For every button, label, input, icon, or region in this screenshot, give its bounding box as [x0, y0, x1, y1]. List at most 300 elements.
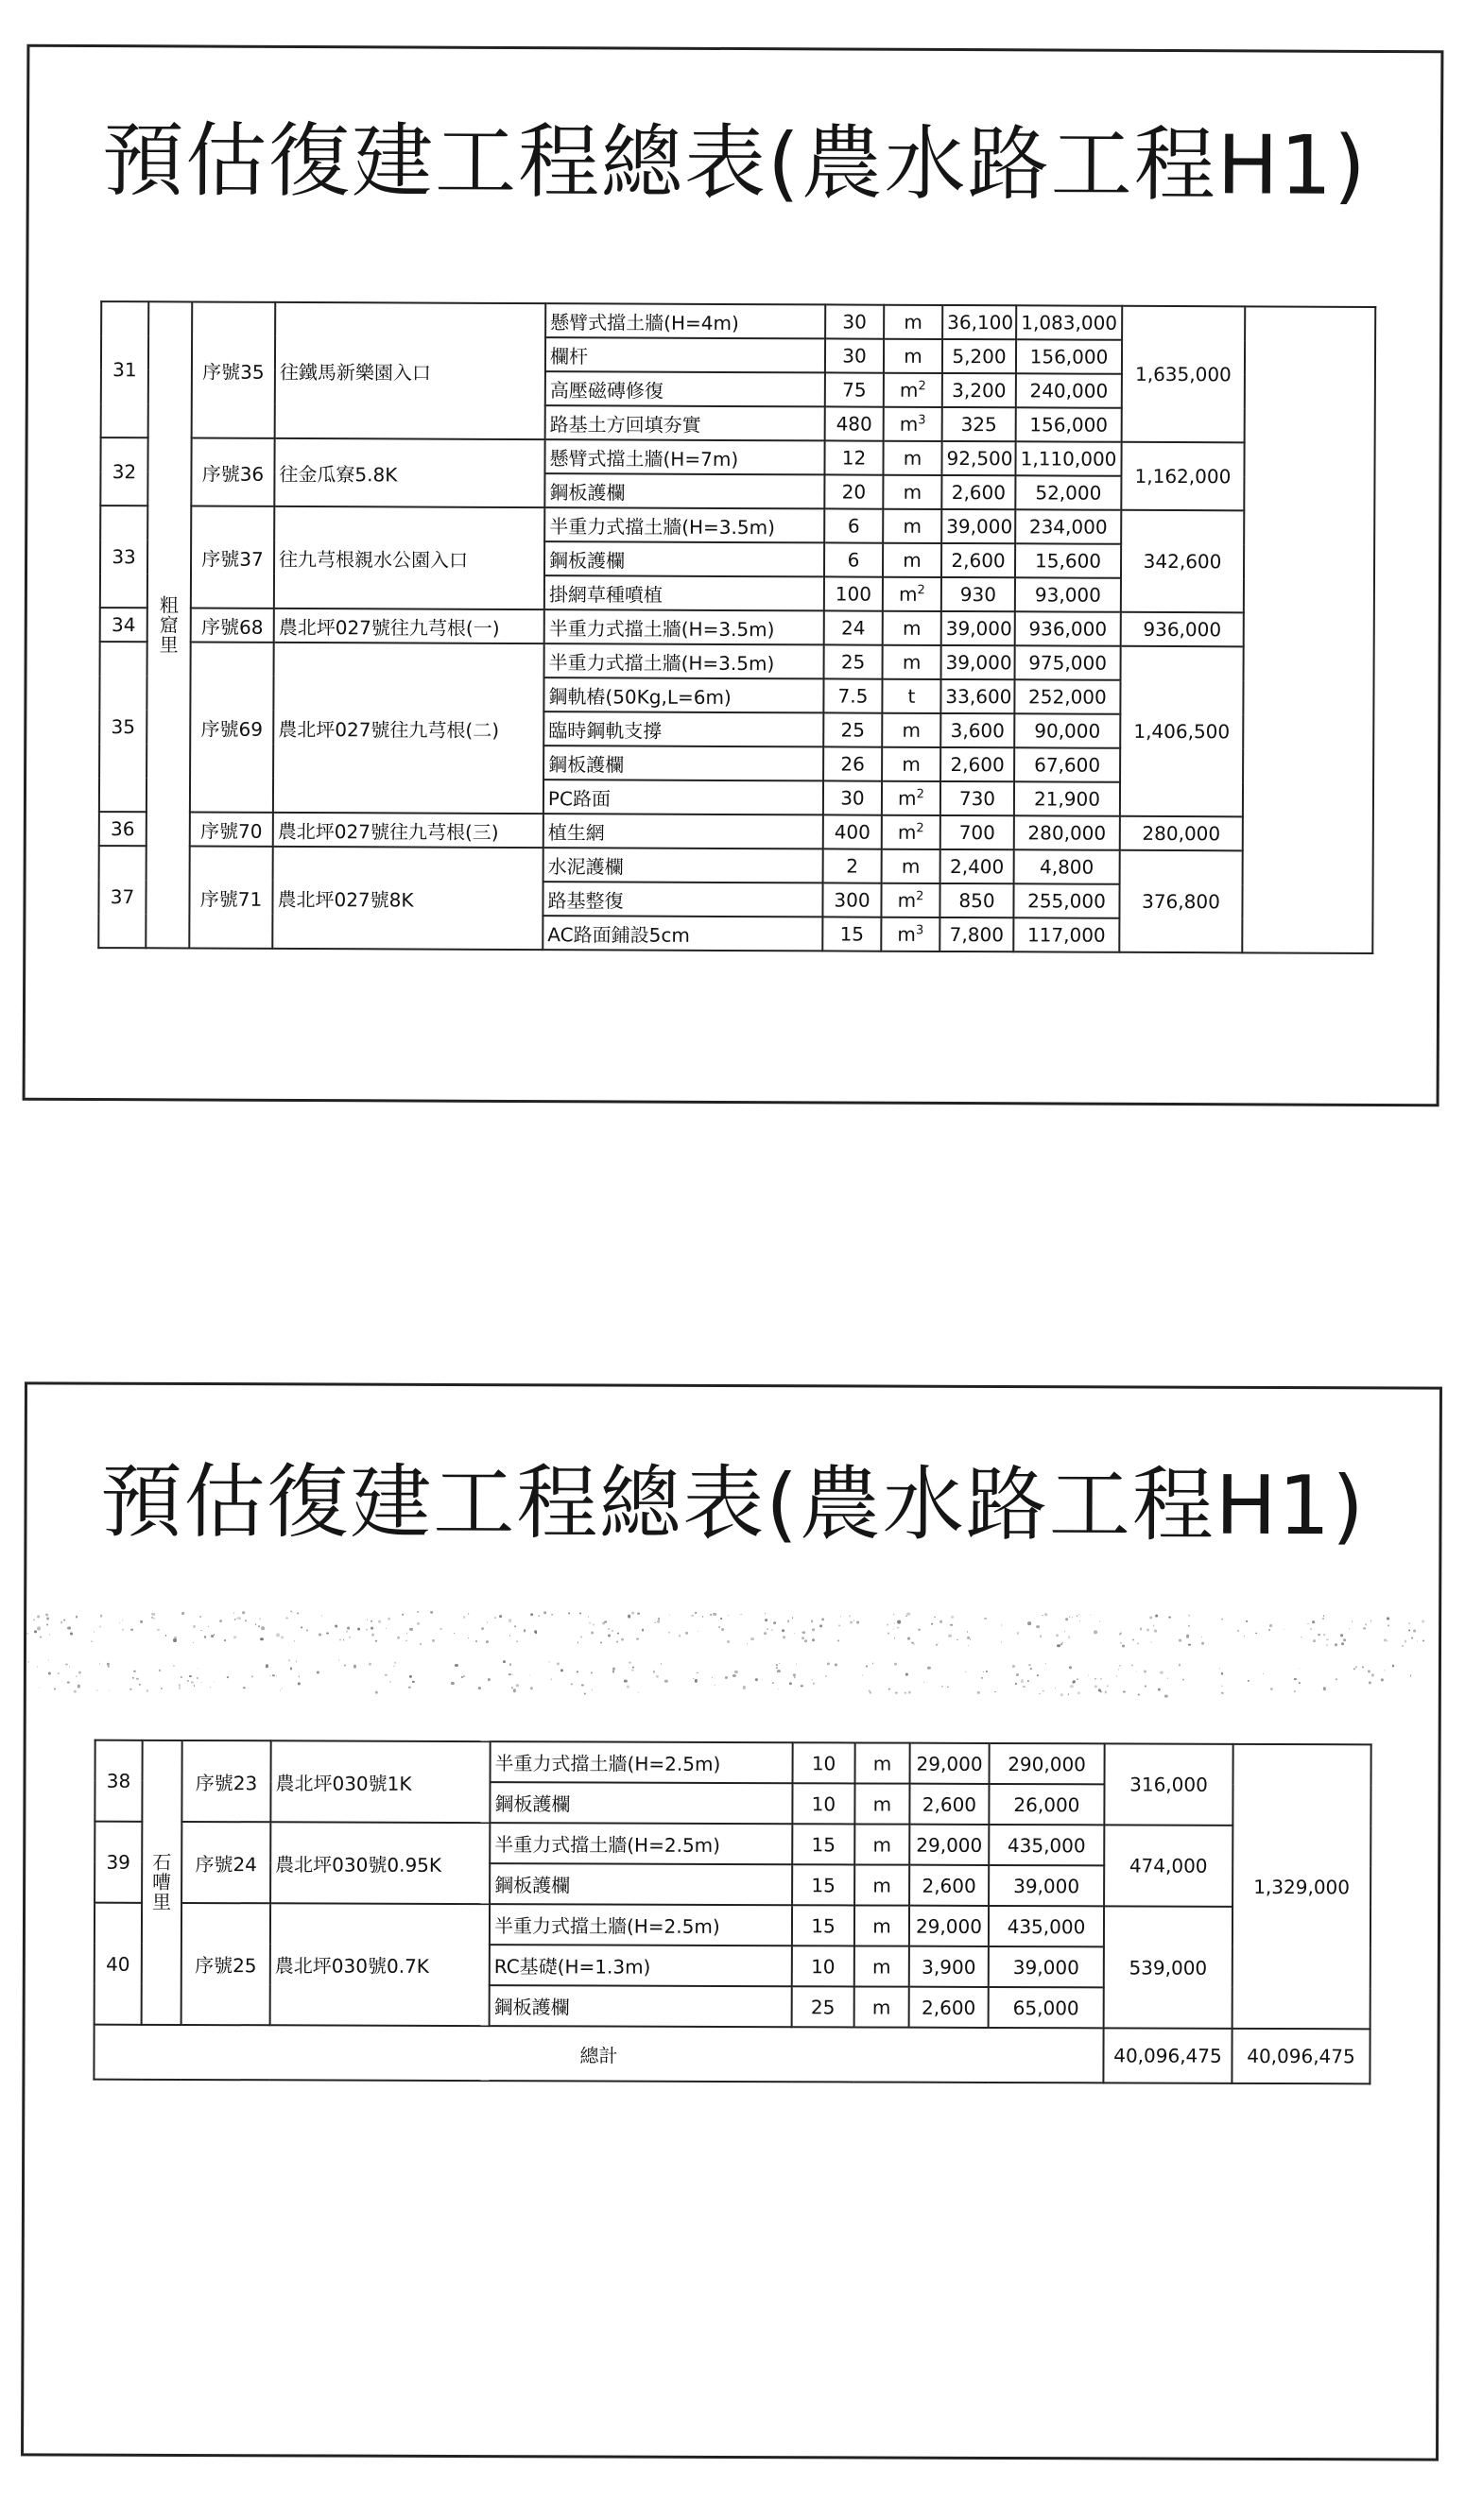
unit-price: 700: [940, 815, 1014, 849]
scan-speck: [46, 1617, 49, 1620]
scan-speck: [455, 1664, 457, 1667]
unit-exponent: 2: [916, 889, 924, 904]
scan-speck: [1106, 1685, 1109, 1688]
item-amount: 65,000: [989, 1987, 1104, 2028]
location-name: 農北坪030號1K: [270, 1740, 490, 1823]
scan-speck: [888, 1689, 890, 1690]
scan-speck: [957, 1639, 958, 1640]
scan-speck: [27, 1661, 28, 1662]
scan-speck: [905, 1673, 908, 1676]
item-amount: 39,000: [989, 1946, 1104, 1987]
scan-speck: [1027, 1680, 1029, 1682]
scan-speck: [99, 1625, 101, 1627]
scan-speck: [197, 1677, 198, 1679]
scan-speck: [233, 1612, 234, 1613]
scan-speck: [913, 1643, 915, 1645]
unit-text: m: [898, 582, 918, 606]
scan-speck: [242, 1611, 244, 1613]
unit-cell: [884, 373, 942, 407]
unit-price: 29,000: [910, 1743, 990, 1784]
village-label: 石嘈里: [152, 1850, 172, 1913]
scan-speck: [366, 1629, 368, 1631]
scan-speck: [801, 1685, 802, 1687]
scan-speck: [777, 1670, 780, 1672]
scan-speck: [194, 1685, 195, 1686]
scan-speck: [1037, 1675, 1039, 1677]
scan-speck: [941, 1686, 943, 1688]
unit-cell: [855, 1742, 910, 1783]
scan-speck: [347, 1627, 350, 1630]
scan-speck: [664, 1680, 667, 1683]
scan-speck: [151, 1613, 154, 1616]
location-subtotal: 1,635,000: [1122, 306, 1246, 443]
scan-speck: [764, 1632, 767, 1635]
scan-speck: [776, 1667, 778, 1669]
scan-speck: [551, 1678, 552, 1679]
scan-speck: [487, 1621, 488, 1622]
unit-text: m: [872, 1955, 891, 1979]
sequence-number: 序號25: [181, 1903, 270, 2025]
scan-speck: [58, 1672, 60, 1674]
item-quantity: 15: [822, 917, 881, 951]
scan-speck: [1422, 1640, 1424, 1642]
scan-speck: [409, 1675, 412, 1678]
item-quantity: 300: [822, 883, 881, 917]
location-name: 農北坪030號0.7K: [270, 1903, 490, 2026]
row-number: 40: [95, 1903, 142, 2025]
item-name: 半重力式擋土牆(H=3.5m): [544, 609, 824, 644]
scan-speck: [388, 1681, 390, 1683]
sequence-number: 序號70: [190, 812, 273, 846]
scan-speck: [1369, 1681, 1371, 1684]
item-amount: 1,083,000: [1016, 305, 1122, 339]
scan-speck: [499, 1615, 502, 1618]
scan-speck: [535, 1633, 537, 1635]
scan-speck: [181, 1612, 184, 1615]
scan-speck: [679, 1635, 681, 1637]
scan-speck: [1409, 1675, 1411, 1677]
scan-speck: [1219, 1668, 1220, 1669]
item-name: 欄杆: [545, 337, 825, 372]
item-quantity: 30: [823, 780, 882, 814]
scan-speck: [477, 1687, 480, 1689]
unit-text: m: [872, 1792, 892, 1816]
unit-cell: [883, 611, 941, 645]
grand-total-value: 40,096,475: [1232, 2029, 1370, 2084]
scan-speck: [1222, 1619, 1224, 1620]
scan-speck: [1381, 1679, 1384, 1682]
scan-speck: [544, 1612, 547, 1615]
scan-speck: [840, 1617, 841, 1618]
scan-speck: [772, 1682, 774, 1684]
scan-speck: [255, 1624, 256, 1625]
scan-speck: [1144, 1670, 1146, 1672]
unit-price: 930: [941, 577, 1015, 611]
unit-text: m: [903, 548, 922, 572]
scan-speck: [321, 1615, 322, 1616]
unit-text: m: [898, 786, 917, 810]
scan-speck: [1422, 1620, 1424, 1623]
unit-cell: [881, 917, 939, 951]
scan-speck: [612, 1671, 614, 1673]
scan-speck: [397, 1636, 400, 1638]
scan-speck: [509, 1635, 511, 1637]
scan-speck: [224, 1639, 225, 1640]
item-amount: 156,000: [1016, 339, 1122, 373]
scan-speck: [893, 1613, 895, 1615]
scan-speck: [157, 1629, 160, 1632]
unit-cell: [854, 1905, 909, 1946]
unit-price: 36,100: [942, 305, 1016, 339]
scan-speck: [335, 1624, 337, 1627]
scan-speck: [468, 1637, 469, 1638]
item-amount: 52,000: [1015, 475, 1121, 509]
item-name: 懸臂式擋土牆(H=7m): [544, 439, 824, 474]
scan-speck: [588, 1617, 589, 1618]
scan-speck: [894, 1663, 897, 1666]
unit-price: 5,200: [942, 339, 1016, 373]
scan-speck: [96, 1690, 97, 1691]
scan-speck: [1030, 1668, 1032, 1670]
scan-speck: [481, 1627, 484, 1630]
scan-speck: [560, 1670, 562, 1671]
scan-speck: [907, 1637, 910, 1640]
item-quantity: 15: [792, 1905, 854, 1946]
scan-speck: [965, 1671, 966, 1672]
scan-speck: [1365, 1623, 1367, 1625]
scan-speck: [1299, 1682, 1301, 1684]
unit-cell: [883, 543, 941, 577]
item-quantity: 10: [792, 1946, 854, 1986]
scan-speck: [54, 1688, 56, 1689]
scan-speck: [894, 1622, 896, 1624]
scan-speck: [486, 1640, 489, 1643]
scan-speck: [410, 1628, 413, 1631]
scan-speck: [76, 1675, 77, 1676]
scan-speck: [712, 1677, 713, 1678]
location-subtotal: 1,162,000: [1121, 442, 1244, 511]
unit-price: 39,000: [941, 509, 1015, 543]
scan-speck: [1001, 1641, 1003, 1643]
scan-speck: [627, 1686, 629, 1689]
scan-speck: [721, 1628, 724, 1631]
scan-speck: [1323, 1615, 1325, 1617]
unit-cell: [854, 1783, 909, 1824]
scan-speck: [1028, 1664, 1031, 1667]
sequence-number: 序號71: [189, 846, 272, 948]
unit-text: m: [904, 310, 922, 334]
scan-speck: [835, 1663, 837, 1666]
scan-speck: [732, 1674, 735, 1677]
location-name: 農北坪027號往九芎根(二): [273, 643, 544, 814]
item-amount: 252,000: [1014, 679, 1120, 713]
scan-speck: [146, 1689, 147, 1691]
scan-speck: [1411, 1637, 1413, 1638]
scan-speck: [1323, 1688, 1326, 1690]
scan-speck: [727, 1640, 730, 1643]
scan-speck: [994, 1691, 996, 1693]
table-row: [95, 1903, 1370, 1948]
scan-speck: [1313, 1639, 1316, 1642]
unit-price: 2,600: [941, 475, 1015, 509]
scan-speck: [1150, 1642, 1151, 1643]
scan-speck: [1413, 1629, 1416, 1632]
unit-cell: [882, 679, 940, 713]
scan-speck: [511, 1674, 513, 1676]
scan-speck: [346, 1631, 348, 1633]
sequence-number: 序號69: [190, 642, 274, 812]
unit-exponent: 2: [916, 787, 924, 802]
scan-speck: [1299, 1668, 1300, 1669]
scan-speck: [488, 1678, 491, 1681]
scan-speck: [812, 1679, 814, 1681]
scan-speck: [133, 1671, 135, 1672]
item-quantity: 2: [823, 849, 882, 883]
scan-speck: [893, 1628, 895, 1630]
scan-speck: [642, 1629, 645, 1632]
scan-speck: [624, 1679, 627, 1682]
slide-page-1: [23, 44, 1444, 1107]
scan-speck: [1012, 1665, 1015, 1668]
scan-speck: [789, 1682, 792, 1685]
scan-speck: [1343, 1638, 1346, 1641]
location-subtotal: 316,000: [1104, 1743, 1232, 1825]
scan-speck: [631, 1612, 634, 1615]
scan-speck: [1168, 1616, 1170, 1618]
item-quantity: 20: [824, 474, 883, 508]
scan-speck: [581, 1684, 584, 1687]
scan-speck: [927, 1667, 930, 1670]
scan-speck: [288, 1659, 290, 1661]
scan-speck: [1340, 1635, 1343, 1637]
scan-speck: [1269, 1688, 1272, 1690]
row-number: 35: [99, 642, 147, 812]
scan-noise-band: [26, 1600, 1439, 1708]
unit-cell: [854, 1986, 909, 2027]
scan-speck: [593, 1624, 594, 1625]
item-amount: 21,900: [1014, 781, 1120, 815]
item-name: 路基整復: [543, 882, 822, 917]
scan-speck: [710, 1614, 712, 1616]
scan-speck: [1073, 1681, 1076, 1684]
scan-speck: [219, 1620, 222, 1622]
scan-speck: [508, 1673, 511, 1676]
scan-speck: [811, 1620, 813, 1622]
scan-speck: [1310, 1628, 1312, 1630]
item-amount: 1,110,000: [1015, 441, 1121, 475]
scan-speck: [740, 1614, 741, 1615]
item-name: 懸臂式擋土牆(H=4m): [545, 303, 825, 338]
scan-speck: [494, 1618, 496, 1620]
scan-speck: [1023, 1686, 1026, 1689]
scan-speck: [1268, 1628, 1270, 1630]
scan-speck: [812, 1638, 815, 1641]
scan-speck: [695, 1679, 698, 1682]
scan-speck: [60, 1621, 62, 1623]
scan-speck: [794, 1633, 795, 1634]
scan-speck: [1387, 1617, 1390, 1620]
scan-speck: [591, 1689, 593, 1690]
scan-speck: [557, 1662, 560, 1665]
scan-speck: [100, 1615, 102, 1617]
scan-speck: [1154, 1630, 1157, 1633]
scan-speck: [412, 1680, 415, 1683]
scan-speck: [936, 1644, 938, 1646]
scan-speck: [1294, 1678, 1296, 1680]
grand-total-label: 總計: [94, 2025, 1103, 2083]
scan-speck: [591, 1631, 594, 1634]
unit-text: m: [872, 1874, 891, 1897]
unit-exponent: 2: [917, 583, 925, 598]
scan-speck: [657, 1620, 660, 1623]
scan-speck: [1094, 1685, 1097, 1688]
scan-speck: [179, 1687, 181, 1689]
unit-text: m: [872, 1833, 892, 1857]
row-number: 32: [100, 437, 147, 506]
scan-speck: [600, 1642, 602, 1644]
scan-speck: [1155, 1614, 1158, 1617]
scan-speck: [393, 1665, 395, 1667]
scan-speck: [349, 1636, 351, 1637]
scan-speck: [299, 1676, 301, 1678]
scan-speck: [552, 1614, 554, 1616]
scan-speck: [201, 1630, 202, 1631]
item-name: 鋼板護欄: [490, 1863, 792, 1905]
scan-speck: [276, 1634, 279, 1637]
scan-speck: [591, 1672, 592, 1673]
scan-speck: [1149, 1616, 1152, 1619]
scan-speck: [851, 1621, 853, 1624]
unit-price: 3,900: [909, 1946, 989, 1987]
scan-speck: [631, 1670, 633, 1671]
scan-speck: [1244, 1635, 1245, 1636]
scan-speck: [301, 1627, 302, 1629]
unit-cell: [883, 475, 941, 509]
scan-speck: [888, 1633, 889, 1635]
scan-speck: [1015, 1683, 1016, 1684]
page-title: 預估復建工程總表(農水路工程H1): [101, 113, 1368, 214]
scan-speck: [190, 1681, 193, 1684]
scan-speck: [509, 1663, 511, 1665]
scan-speck: [580, 1637, 582, 1638]
scan-speck: [767, 1628, 768, 1630]
unit-price: 2,400: [940, 849, 1014, 883]
scan-speck: [1248, 1680, 1250, 1682]
scan-speck: [898, 1620, 901, 1623]
scan-speck: [1335, 1678, 1336, 1680]
scan-speck: [812, 1628, 815, 1631]
scan-speck: [895, 1691, 898, 1694]
scan-speck: [907, 1690, 910, 1693]
scan-speck: [1065, 1618, 1068, 1620]
scan-speck: [1368, 1670, 1370, 1672]
table-row: [99, 846, 1373, 885]
unit-text: t: [907, 684, 916, 708]
scan-speck: [375, 1691, 378, 1694]
scan-speck: [1220, 1672, 1223, 1675]
scan-speck: [821, 1618, 824, 1620]
unit-cell: [882, 781, 940, 815]
scan-speck: [656, 1675, 659, 1678]
unit-price: 730: [940, 781, 1014, 815]
scan-speck: [276, 1675, 277, 1676]
scan-speck: [294, 1640, 295, 1641]
item-quantity: 6: [824, 542, 883, 576]
item-name: 臨時鋼軌支撐: [543, 711, 823, 746]
scan-speck: [1160, 1671, 1163, 1673]
scan-speck: [981, 1677, 983, 1679]
scan-speck: [406, 1640, 408, 1642]
scan-speck: [653, 1671, 656, 1673]
unit-price: 2,600: [940, 747, 1014, 781]
scan-speck: [1069, 1617, 1071, 1619]
scan-speck: [793, 1673, 796, 1676]
scan-speck: [1068, 1693, 1070, 1695]
scan-speck: [771, 1629, 773, 1631]
scan-speck: [1355, 1667, 1357, 1669]
scan-speck: [1057, 1644, 1060, 1647]
scan-speck: [63, 1619, 65, 1620]
scan-speck: [1188, 1624, 1190, 1626]
scan-speck: [76, 1616, 78, 1618]
scan-speck: [825, 1675, 826, 1676]
item-quantity: 100: [824, 576, 883, 610]
scan-speck: [386, 1628, 387, 1629]
item-name: 鋼軌樁(50Kg,L=6m): [543, 677, 823, 712]
unit-text: m: [899, 412, 919, 436]
item-amount: 280,000: [1014, 815, 1120, 849]
unit-cell: [884, 339, 942, 373]
table-row: [100, 437, 1374, 477]
scan-speck: [608, 1628, 610, 1630]
scan-speck: [947, 1686, 949, 1688]
scan-speck: [1021, 1680, 1024, 1683]
location-subtotal: 1,406,500: [1120, 646, 1244, 817]
scan-speck: [894, 1637, 896, 1639]
location-subtotal: 936,000: [1121, 612, 1244, 647]
scan-speck: [1384, 1670, 1385, 1671]
unit-cell: [884, 407, 942, 441]
scan-speck: [1072, 1617, 1073, 1618]
item-name: 半重力式擋土牆(H=2.5m): [490, 1823, 792, 1864]
scan-speck: [1188, 1615, 1190, 1617]
scan-speck: [923, 1682, 924, 1683]
scan-speck: [1349, 1628, 1350, 1629]
unit-cell: [882, 747, 940, 781]
scan-speck: [463, 1675, 465, 1677]
scan-speck: [1069, 1667, 1072, 1670]
scan-speck: [1077, 1691, 1079, 1694]
table-row: [101, 301, 1375, 341]
scan-speck: [181, 1676, 182, 1678]
scan-speck: [1145, 1686, 1146, 1688]
scan-speck: [371, 1627, 373, 1630]
scan-speck: [577, 1642, 579, 1644]
row-number: 31: [101, 301, 149, 437]
village-total: [1242, 306, 1375, 953]
scan-speck: [91, 1640, 93, 1642]
unit-cell: [882, 849, 940, 883]
scan-speck: [1188, 1643, 1190, 1645]
scan-speck: [813, 1683, 815, 1685]
scan-speck: [1087, 1675, 1088, 1676]
scan-speck: [725, 1676, 728, 1679]
scan-speck: [1237, 1630, 1239, 1632]
item-amount: 117,000: [1013, 917, 1119, 951]
item-name: 路基土方回填夯實: [545, 405, 825, 440]
scan-speck: [1405, 1639, 1407, 1642]
scan-speck: [1060, 1693, 1063, 1696]
